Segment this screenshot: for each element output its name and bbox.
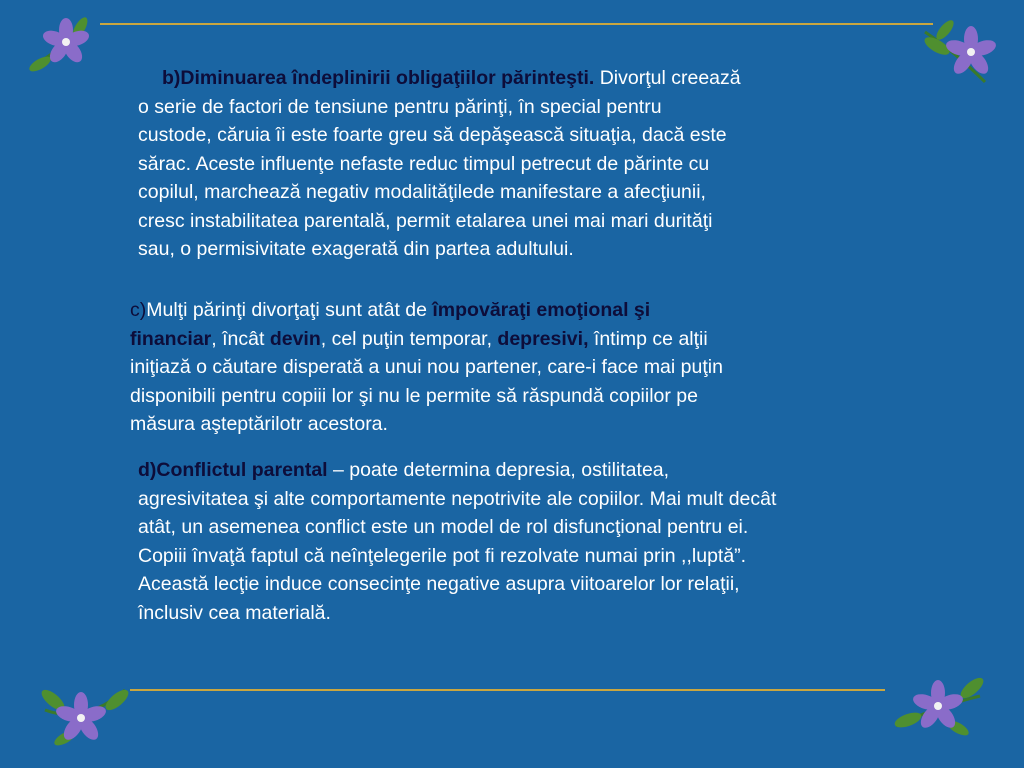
paragraph-b-line: sărac. Aceste influenţe nefaste reduc timpul petrecut de părinte cu [138, 152, 710, 175]
paragraph-c-text: întimp ce alţii [593, 327, 708, 350]
paragraph-d [138, 456, 988, 627]
paragraph-d-line: agresivitatea şi alte comportamente nepotrivite ale copiilor. Mai mult decât [138, 487, 777, 510]
paragraph-d-heading: d)Conflictul parental [138, 459, 328, 481]
paragraph-d-line: Copiii învaţă faptul că neînţelegerile pot fi rezolvate numai prin ,,luptă”. [138, 544, 747, 567]
paragraph-c-line: măsura aşteptărilotr acestora. [130, 413, 388, 435]
periwinkle-flower-icon [888, 666, 988, 756]
paragraph-b-line: custode, căruia îi este foarte greu să depăşească situaţia, dacă este [138, 124, 727, 146]
paragraph-b-text: Divorţul creează [594, 67, 741, 89]
paragraph-c-line: iniţiază o căutare disperată a unui nou partener, care-i face mai puţin [130, 356, 723, 378]
paragraph-d-line: Această lecţie induce consecinţe negative asupra viitoarelor lor relaţii, [138, 573, 740, 595]
paragraph-b-line: cresc instabilitatea parentală, permit etalarea unei mai mari durităţi [138, 209, 713, 232]
paragraph-c-emphasis: devin [269, 327, 321, 350]
paragraph-c-emphasis: împovăraţi emoţional şi [432, 299, 651, 321]
top-divider [100, 23, 933, 25]
paragraph-c-text: , cel puţin temporar, [320, 327, 498, 350]
paragraph-c-text: Mulţi părinţi divorţaţi sunt atât de [146, 299, 433, 321]
paragraph-b-line [138, 64, 938, 93]
periwinkle-flower-icon [35, 670, 135, 760]
paragraph-c-label: c) [130, 299, 147, 321]
paragraph-d-line: atât, un asemenea conflict este un model de rol disfuncţional pentru ei. [138, 516, 749, 538]
bottom-divider [130, 689, 885, 691]
paragraph-d-text: – poate determina depresia, ostilitatea, [327, 459, 670, 481]
paragraph-b-line: sau, o permisivitate exagerată din partea adultului. [138, 238, 574, 260]
paragraph-b [138, 64, 938, 264]
paragraph-b-line: o serie de factori de tensiune pentru părinţi, în special pentru [138, 95, 662, 118]
paragraph-b-line: copilul, marchează negativ modalităţilede manifestare a afecţiunii, [138, 181, 706, 203]
paragraph-c-text: , [583, 327, 594, 350]
paragraph-c-emphasis: financiar [130, 327, 212, 350]
periwinkle-flower-icon [22, 6, 102, 86]
paragraph-c-line: disponibili pentru copiii lor şi nu le permite să răspundă copiilor pe [130, 384, 698, 407]
paragraph-c-line [130, 296, 930, 325]
paragraph-d-line: înclusiv cea materială. [138, 601, 331, 624]
paragraph-c-line [130, 325, 930, 354]
paragraph-c-text: , încât [211, 327, 270, 350]
paragraph-c-emphasis: depresivi [497, 327, 584, 350]
paragraph-b-heading: b)Diminuarea îndeplinirii obligaţiilor părinteşti. [162, 67, 595, 89]
paragraph-d-line [138, 456, 988, 485]
paragraph-c [130, 296, 930, 439]
